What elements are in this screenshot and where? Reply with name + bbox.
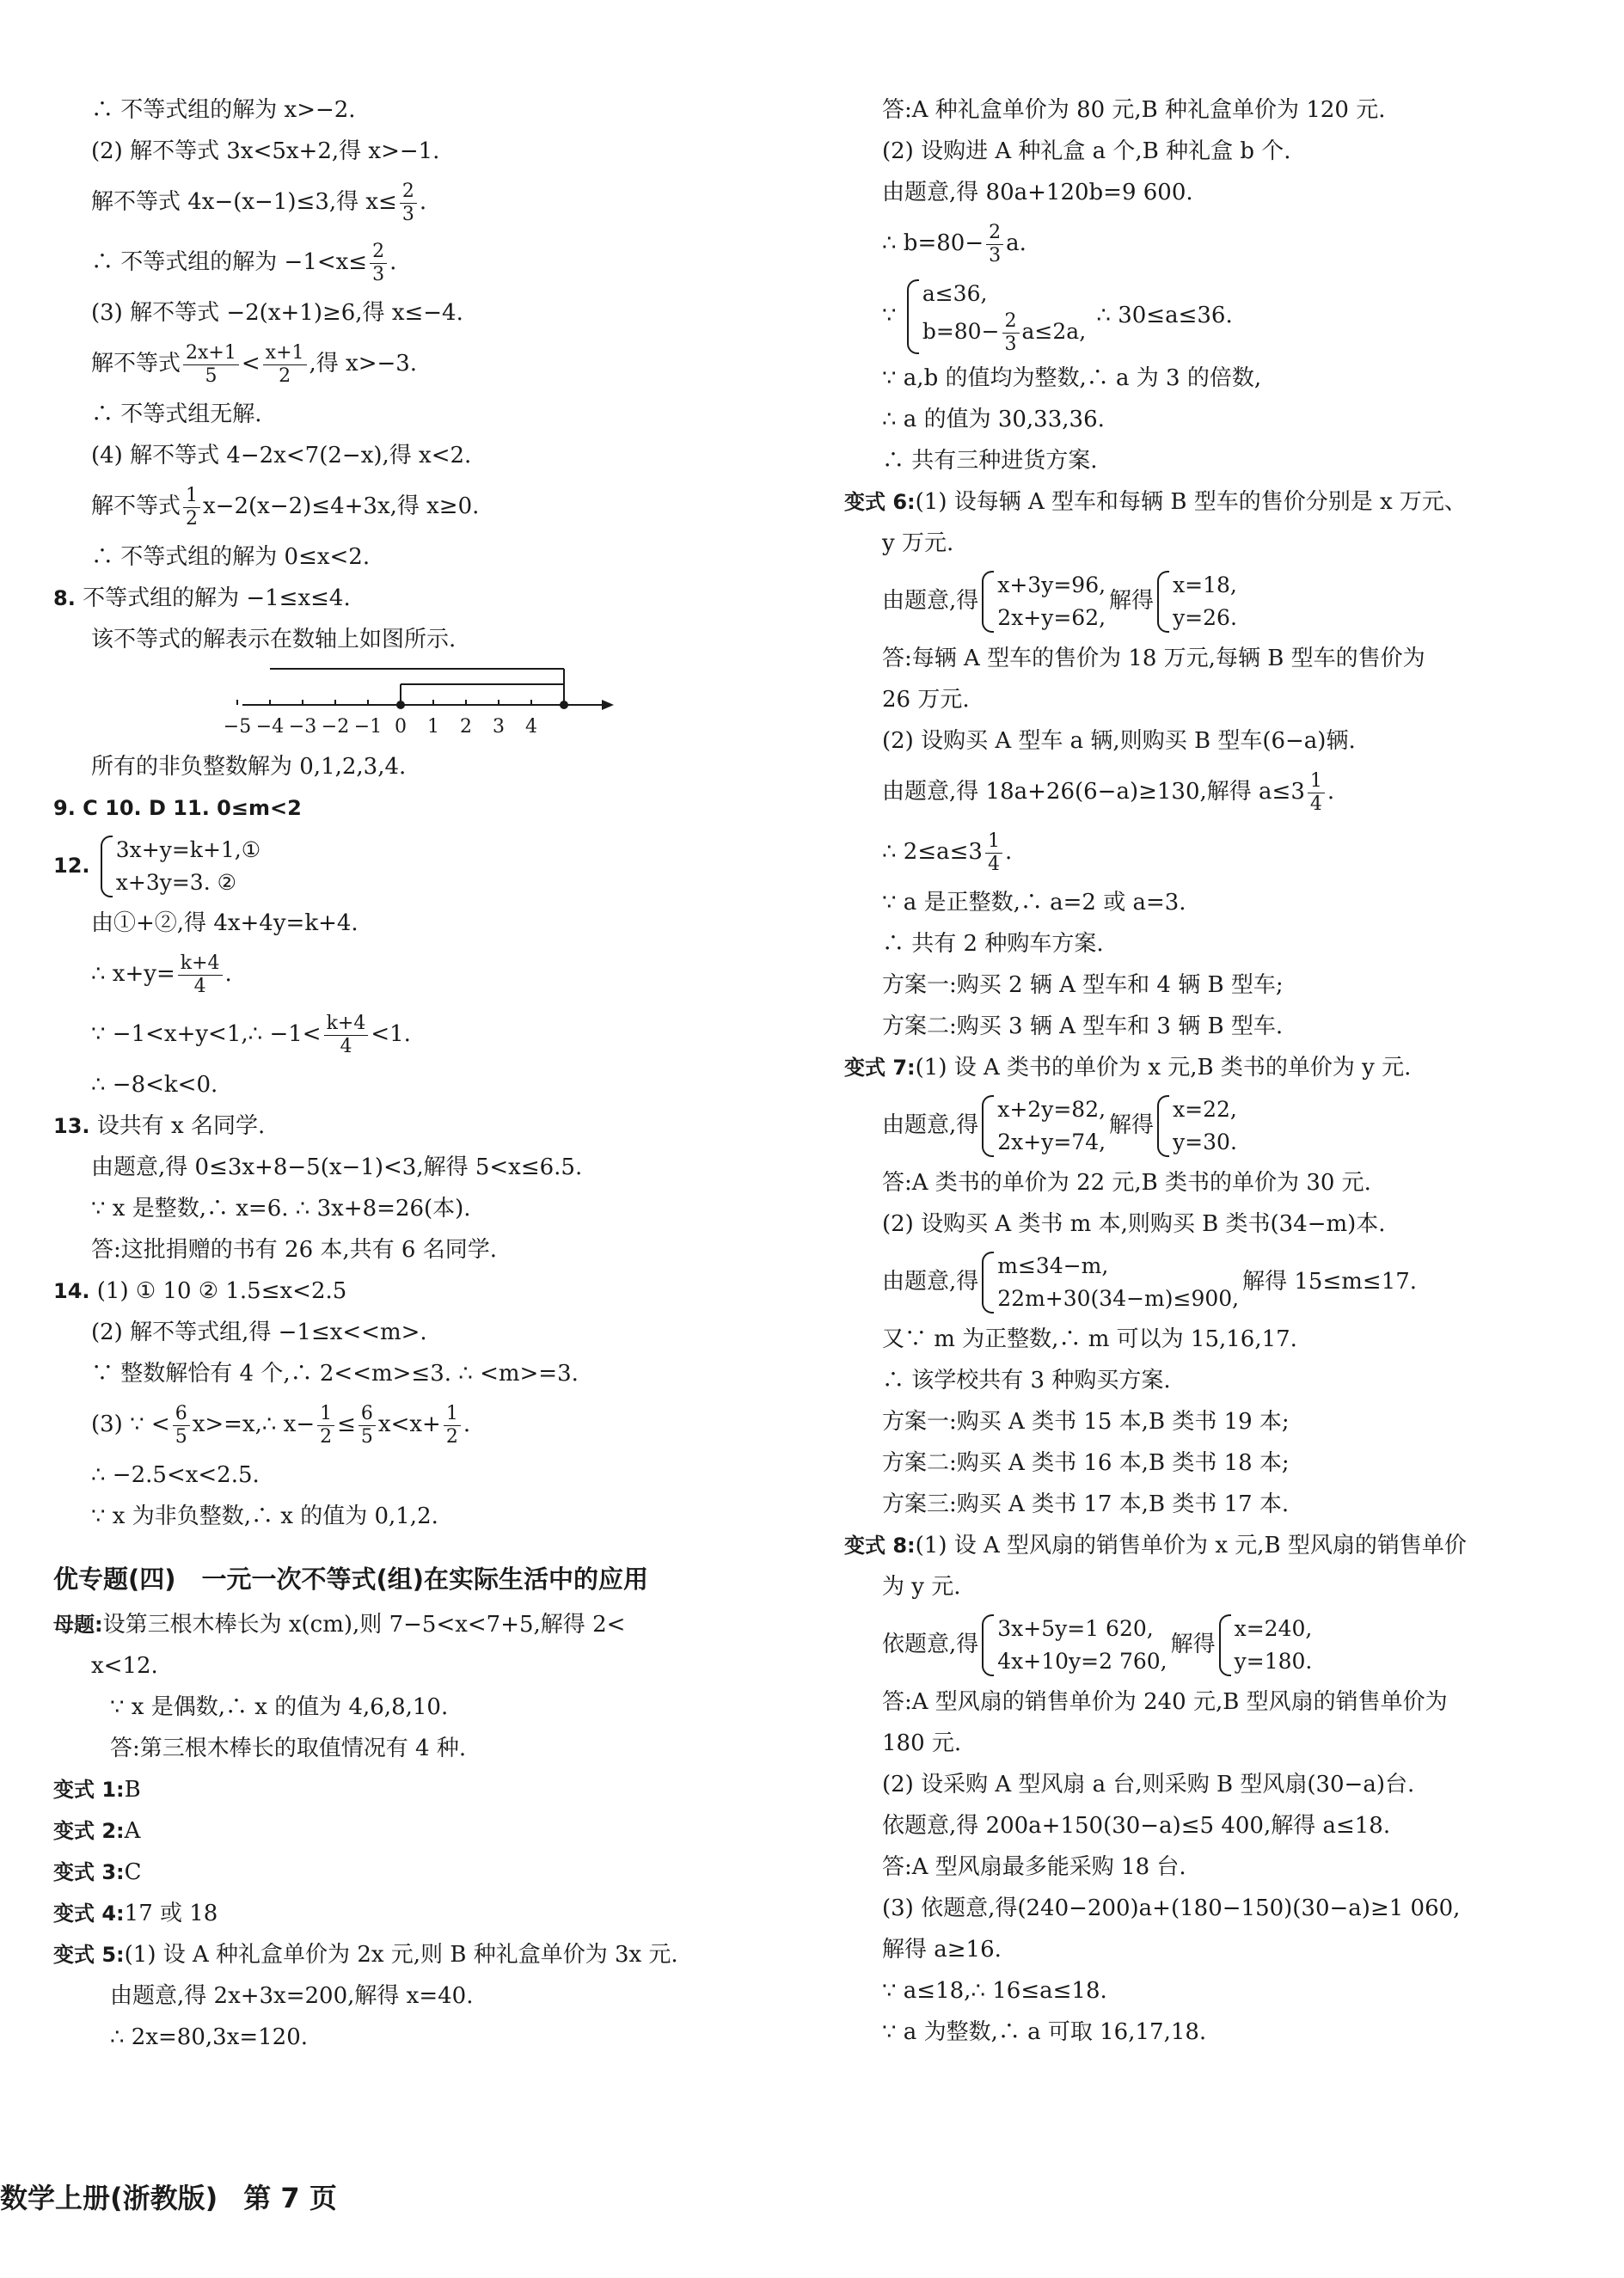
inequality: 22m+30(34−m)≤900,: [997, 1286, 1240, 1311]
text-line: ∴ 不等式组的解为 x>−2.: [91, 97, 356, 123]
tick-label: −4: [255, 716, 285, 738]
mother-question: [53, 1604, 810, 1645]
text-line: 方案三:购买 A 类书 17 本,B 类书 17 本.: [882, 1491, 1290, 1517]
number-line-figure: [53, 660, 810, 746]
tick-label: 0: [395, 716, 407, 738]
text-line: (3) 依题意,得(240−200)a+(180−150)(30−a)≥1 060,: [882, 1895, 1461, 1921]
text-segment: .: [1327, 779, 1335, 805]
text-segment: .: [419, 189, 427, 215]
text-line: 依题意,得 200a+150(30−a)≤5 400,解得 a≤18.: [882, 1813, 1391, 1839]
text-line: 180 元.: [882, 1730, 962, 1756]
text-line: 由题意,得 80a+120b=9 600.: [882, 180, 1193, 205]
variant-5: [53, 1934, 810, 1975]
text-line: ∵ x 是整数,∴ x=6. ∴ 3x+8=26(本).: [91, 1196, 471, 1222]
equation: y=26.: [1173, 605, 1237, 630]
answer: C: [124, 1859, 142, 1885]
text-line: ∵ a≤18,∴ 16≤a≤18.: [882, 1978, 1107, 2004]
denominator: 3: [1004, 333, 1017, 355]
solution-system: [1157, 569, 1237, 634]
answer: A: [124, 1818, 141, 1844]
tick-label: −3: [288, 716, 317, 738]
text-segment: 设共有 x 名同学.: [96, 1113, 266, 1139]
tick-label: −5: [223, 716, 252, 738]
text-line: 答:A 型风扇的销售单价为 240 元,B 型风扇的销售单价为: [882, 1689, 1448, 1715]
text-segment: a.: [1006, 230, 1026, 256]
page-number: 第 7 页: [243, 2182, 337, 2214]
numerator: k+4: [324, 1013, 369, 1036]
text-line: (2) 设采购 A 型风扇 a 台,则采购 B 型风扇(30−a)台.: [882, 1772, 1415, 1797]
denominator: 5: [360, 1425, 373, 1448]
section-title: [53, 1554, 810, 1604]
brace: [982, 1095, 994, 1157]
text-segment: ∴ x+y=: [91, 961, 175, 987]
question-number: 12.: [53, 854, 90, 878]
text-segment: (3) ∵ <: [91, 1412, 170, 1437]
text-segment: a≤2a,: [1021, 318, 1087, 344]
text-segment: .: [389, 249, 397, 275]
inequality: m≤34−m,: [997, 1253, 1109, 1278]
text-line: ∴ 该学校共有 3 种购买方案.: [882, 1368, 1171, 1393]
text-line: [844, 213, 1584, 273]
tick-label: 4: [525, 716, 537, 738]
fraction: [183, 342, 239, 388]
text-segment: 解不等式: [91, 493, 181, 519]
equation: 3x+y=k+1,①: [115, 837, 261, 862]
number-line: [53, 660, 810, 746]
fraction: [173, 1403, 190, 1448]
text-segment: ∵ −1<x+y<1,∴ −1<: [91, 1021, 322, 1047]
text-line: x<12.: [91, 1653, 158, 1679]
right-column: [844, 89, 1584, 2053]
text-line: 为 y 元.: [882, 1574, 961, 1600]
question-8: [53, 578, 810, 619]
text-line: [53, 476, 810, 536]
brace: [101, 836, 113, 897]
text-line: 该不等式的解表示在数轴上如图所示.: [91, 627, 457, 652]
question-label: 变式 7:: [844, 1056, 916, 1080]
question-14: [53, 1271, 810, 1312]
text-line: ∵ x 为非负整数,∴ x 的值为 0,1,2.: [91, 1503, 438, 1529]
equation: x=240,: [1234, 1616, 1313, 1641]
brace: [1219, 1614, 1231, 1676]
denominator: 4: [340, 1035, 352, 1057]
inequality-system: [982, 1250, 1239, 1315]
axis-arrow: [602, 700, 614, 710]
text-line: [844, 1607, 1584, 1681]
text-line: ∵ 整数解恰有 4 个,∴ 2<<m>≤3. ∴ <m>=3.: [91, 1361, 579, 1387]
variant-3: [53, 1852, 810, 1893]
variant-2: [53, 1810, 810, 1852]
text-segment: x<x+: [377, 1412, 441, 1437]
variant-6: [844, 481, 1584, 523]
equation: x+2y=82,: [997, 1097, 1106, 1122]
numerator: 1: [444, 1403, 461, 1426]
numerator: 2: [986, 222, 1003, 245]
text-line: ∴ 共有 2 种购车方案.: [882, 931, 1104, 957]
text-segment: (1) 设 A 种礼盒单价为 2x 元,则 B 种礼盒单价为 3x 元.: [124, 1942, 678, 1968]
tick-label: 1: [427, 716, 439, 738]
text-line: [53, 334, 810, 394]
equation: x+3y=96,: [997, 573, 1106, 597]
question-13: [53, 1105, 810, 1147]
text-line: [53, 944, 810, 1004]
question-label: 母题:: [53, 1613, 103, 1637]
fraction: [370, 241, 387, 286]
text-line: (3) 解不等式 −2(x+1)≥6,得 x≤−4.: [91, 300, 463, 326]
text-line: 由题意,得 2x+3x=200,解得 x=40.: [110, 1983, 474, 2009]
text-line: (2) 设购进 A 种礼盒 a 个,B 种礼盒 b 个.: [882, 138, 1291, 164]
question-label: 变式 6:: [844, 490, 916, 514]
text-line: [53, 1004, 810, 1064]
fraction: [1308, 770, 1325, 816]
variant-8: [844, 1525, 1584, 1566]
equation: 3x+5y=1 620,: [997, 1616, 1154, 1641]
text-segment: x−2(x−2)≤4+3x,得 x≥0.: [203, 493, 480, 519]
text-segment: 由题意,得: [882, 1269, 979, 1295]
brace: [1157, 1095, 1169, 1157]
text-line: (4) 解不等式 4−2x<7(2−x),得 x<2.: [91, 443, 472, 468]
equation: y=30.: [1173, 1130, 1237, 1154]
inequality: a≤36,: [922, 280, 988, 306]
text-segment: x>=x,∴ x−: [192, 1412, 316, 1437]
text-segment: 设第三根木棒长为 x(cm),则 7−5<x<7+5,解得 2<: [102, 1612, 626, 1638]
denominator: 4: [193, 975, 206, 997]
fraction: [178, 952, 223, 998]
text-segment: ∵: [882, 303, 897, 328]
fraction: [263, 342, 307, 388]
text-line: (2) 解不等式组,得 −1≤x<<m>.: [91, 1320, 427, 1345]
question-number: 8.: [53, 586, 76, 610]
tick-label: −1: [353, 716, 383, 738]
fraction: [359, 1403, 376, 1448]
text-line: [844, 564, 1584, 638]
text-line: (2) 设购买 A 型车 a 辆,则购买 B 型车(6−a)辆.: [882, 728, 1356, 754]
text-line: ∵ a,b 的值均为整数,∴ a 为 3 的倍数,: [882, 365, 1262, 391]
numerator: 1: [985, 830, 1002, 854]
text-line: ∵ a 是正整数,∴ a=2 或 a=3.: [882, 890, 1186, 915]
question-label: 变式 2:: [53, 1819, 125, 1843]
text-segment: (1) 设每辆 A 型车和每辆 B 型车的售价分别是 x 万元、: [915, 489, 1467, 515]
brace: [982, 571, 994, 633]
text-segment: 解得 15≤m≤17.: [1242, 1269, 1418, 1295]
text-line: y 万元.: [882, 530, 954, 556]
text-segment: (1) 设 A 型风扇的销售单价为 x 元,B 型风扇的销售单价: [915, 1533, 1467, 1558]
text-segment: 由题意,得: [882, 1112, 979, 1138]
equation-system: [982, 1613, 1167, 1678]
question-number: 14.: [53, 1279, 90, 1303]
denominator: 5: [205, 364, 218, 387]
question-label: 变式 5:: [53, 1943, 125, 1967]
text-segment: ∴ 不等式组的解为 −1<x≤: [91, 249, 368, 275]
text-line: [844, 273, 1584, 358]
text-segment: 解得: [1109, 1112, 1155, 1138]
tick-labels: [224, 716, 537, 738]
tick-label: 3: [493, 716, 505, 738]
variant-1: [53, 1769, 810, 1810]
section-heading: 一元一次不等式(组)在实际生活中的应用: [201, 1565, 649, 1594]
numerator: 1: [183, 485, 200, 508]
text-segment: ∴ b=80−: [882, 230, 984, 256]
brace: [982, 1252, 994, 1314]
question-number: 13.: [53, 1114, 90, 1138]
page-footer: [0, 2177, 363, 2220]
text-line: ∴ −2.5<x<2.5.: [91, 1462, 260, 1488]
equation: x=18,: [1173, 573, 1237, 597]
denominator: 4: [1309, 793, 1322, 815]
denominator: 2: [320, 1425, 333, 1448]
numerator: x+1: [263, 342, 307, 365]
text-line: 所有的非负整数解为 0,1,2,3,4.: [91, 754, 407, 780]
text-segment: 不等式组的解为 −1≤x≤4.: [83, 585, 351, 611]
text-line: 答:A 种礼盒单价为 80 元,B 种礼盒单价为 120 元.: [882, 97, 1386, 123]
left-column: [53, 89, 810, 2058]
text-line: 答:A 类书的单价为 22 元,B 类书的单价为 30 元.: [882, 1170, 1371, 1196]
brace: [907, 279, 919, 354]
text-line: ∴ 不等式组的解为 0≤x<2.: [91, 544, 371, 570]
text-segment: .: [1004, 839, 1013, 865]
question-label: 变式 1:: [53, 1778, 125, 1802]
fraction: [444, 1403, 461, 1448]
text-segment: 由题意,得 18a+26(6−a)≥130,解得 a≤3: [882, 779, 1305, 805]
text-segment: ∴ 2≤a≤3: [882, 839, 983, 865]
text-line: ∵ a 为整数,∴ a 可取 16,17,18.: [882, 2019, 1207, 2045]
numerator: 1: [1308, 770, 1325, 793]
solid-dot-right: [560, 701, 568, 709]
fraction: [1002, 310, 1020, 356]
text-segment: .: [224, 961, 232, 987]
text-line: 26 万元.: [882, 687, 970, 713]
text-segment: (1) 设 A 类书的单价为 x 元,B 类书的单价为 y 元.: [915, 1055, 1412, 1081]
answers-9-11: 9. C 10. D 11. 0≤m<2: [53, 796, 302, 820]
text-line: [53, 1394, 810, 1454]
text-line: (2) 解不等式 3x<5x+2,得 x>−1.: [91, 138, 440, 164]
book-title: 数学上册(浙教版): [0, 2182, 218, 2214]
text-line: [844, 1088, 1584, 1162]
text-line: 方案二:购买 3 辆 A 型车和 3 辆 B 型车.: [882, 1013, 1284, 1039]
variant-7: [844, 1047, 1584, 1088]
text-line: 由①+②,得 4x+4y=k+4.: [91, 910, 359, 936]
denominator: 3: [401, 203, 414, 225]
numerator: k+4: [178, 952, 223, 976]
brace: [1157, 571, 1169, 633]
question-12: [53, 829, 810, 903]
equation: 2x+y=74,: [997, 1130, 1106, 1154]
text-line: 方案一:购买 2 辆 A 型车和 4 辆 B 型车;: [882, 972, 1284, 998]
text-segment: 解不等式 4x−(x−1)≤3,得 x≤: [91, 189, 397, 215]
numerator: 6: [359, 1403, 376, 1426]
equation-system: [101, 834, 260, 899]
variant-4: [53, 1893, 810, 1934]
fraction: [400, 181, 417, 226]
equation-system: [982, 569, 1106, 634]
equation: y=180.: [1234, 1649, 1313, 1674]
text-segment: 依题意,得: [882, 1632, 979, 1657]
denominator: 2: [186, 507, 199, 530]
text-line: 方案一:购买 A 类书 15 本,B 类书 19 本;: [882, 1409, 1290, 1435]
text-segment: 解得: [1109, 588, 1155, 614]
fraction: [986, 222, 1003, 267]
equation-system: [982, 1093, 1106, 1159]
denominator: 2: [279, 364, 291, 387]
solution-system: [1219, 1613, 1313, 1678]
text-line: [844, 762, 1584, 822]
text-line: [53, 172, 810, 232]
text-segment: 由题意,得: [882, 588, 979, 614]
text-line: 答:第三根木棒长的取值情况有 4 种.: [110, 1736, 467, 1761]
answer: B: [124, 1777, 141, 1803]
text-segment: 解不等式: [91, 351, 181, 377]
solution-system: [1157, 1093, 1237, 1159]
question-label: 变式 4:: [53, 1901, 125, 1926]
tick-label: −2: [321, 716, 350, 738]
text-line: 解得 a≥16.: [882, 1937, 1002, 1963]
equation: x=22,: [1173, 1097, 1237, 1122]
section-number: 优专题(四): [53, 1565, 176, 1594]
text-line: 答:这批捐赠的书有 26 本,共有 6 名同学.: [91, 1237, 497, 1263]
inequality-system: [907, 278, 1086, 356]
fraction: [183, 485, 200, 530]
answer: 17 或 18: [124, 1901, 218, 1926]
text-line: ∴ a 的值为 30,33,36.: [882, 407, 1105, 432]
denominator: 4: [987, 853, 1000, 875]
denominator: 3: [989, 244, 1002, 266]
numerator: 2: [400, 181, 417, 204]
text-line: 方案二:购买 A 类书 16 本,B 类书 18 本;: [882, 1450, 1290, 1476]
denominator: 2: [445, 1425, 458, 1448]
text-line: 由题意,得 0≤3x+8−5(x−1)<3,解得 5<x≤6.5.: [91, 1154, 583, 1180]
text-segment: ≤: [337, 1412, 356, 1437]
text-segment: ∴ 30≤a≤36.: [1096, 303, 1233, 328]
numerator: 2: [1002, 310, 1020, 334]
numerator: 2: [370, 241, 387, 264]
tick-label: 2: [460, 716, 472, 738]
text-line: [844, 1245, 1584, 1319]
numerator: 2x+1: [183, 342, 239, 365]
text-segment: ,得 x>−3.: [309, 351, 418, 377]
numerator: 1: [317, 1403, 334, 1426]
brace: [982, 1614, 994, 1676]
text-line: ∴ −8<k<0.: [91, 1072, 218, 1098]
numerator: 6: [173, 1403, 190, 1426]
text-segment: <1.: [371, 1021, 411, 1047]
text-segment: .: [463, 1412, 471, 1437]
text-line: ∴ 不等式组无解.: [91, 401, 262, 427]
text-line: ∴ 共有三种进货方案.: [882, 448, 1098, 474]
text-segment: (1) ① 10 ② 1.5≤x<2.5: [96, 1278, 347, 1304]
text-line: 又∵ m 为正整数,∴ m 可以为 15,16,17.: [882, 1326, 1297, 1352]
text-segment: 解得: [1170, 1632, 1216, 1657]
text-line: [844, 822, 1584, 882]
question-label: 变式 3:: [53, 1860, 125, 1884]
fraction: [985, 830, 1002, 876]
text-segment: <: [241, 351, 260, 377]
fraction: [324, 1013, 369, 1058]
solid-dot-left: [396, 701, 405, 709]
text-line: (2) 设购买 A 类书 m 本,则购买 B 类书(34−m)本.: [882, 1211, 1386, 1237]
equation: 4x+10y=2 760,: [997, 1649, 1167, 1674]
denominator: 5: [175, 1425, 187, 1448]
text-segment: b=80−: [922, 318, 1000, 344]
text-line: ∴ 2x=80,3x=120.: [110, 2024, 309, 2050]
denominator: 3: [372, 263, 385, 285]
text-line: 答:每辆 A 型车的售价为 18 万元,每辆 B 型车的售价为: [882, 646, 1425, 671]
question-label: 变式 8:: [844, 1534, 916, 1558]
fraction: [317, 1403, 334, 1448]
equation: x+3y=3. ②: [115, 870, 237, 895]
inequality: [922, 310, 1086, 356]
text-line: ∵ x 是偶数,∴ x 的值为 4,6,8,10.: [110, 1694, 449, 1720]
text-line: 答:A 型风扇最多能采购 18 台.: [882, 1854, 1186, 1880]
text-line: [53, 232, 810, 292]
equation: 2x+y=62,: [997, 605, 1106, 630]
